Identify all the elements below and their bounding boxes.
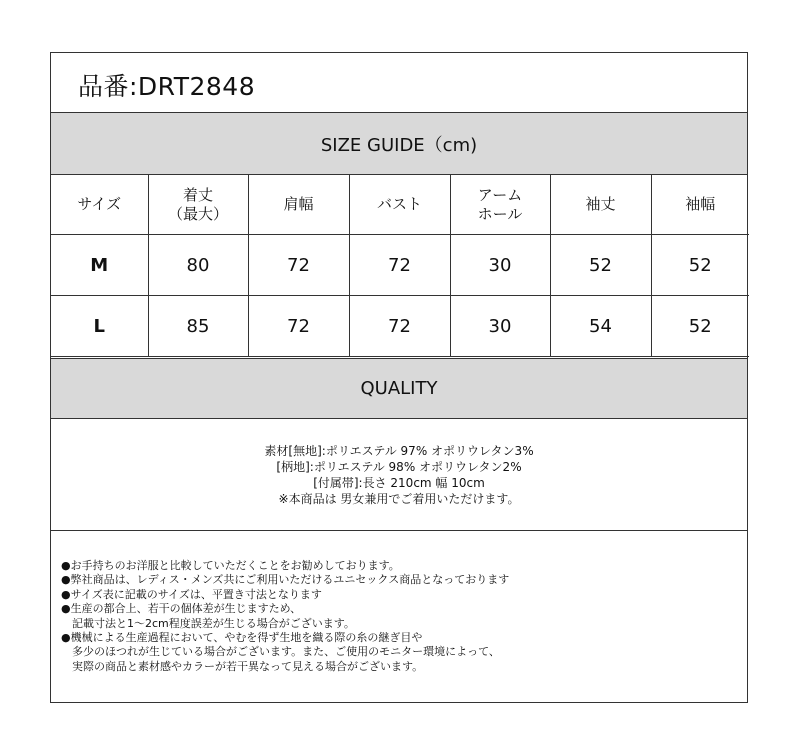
size-table-header-row bbox=[51, 175, 749, 235]
unisex-note: ※本商品は 男女兼用でご着用いただけます。 bbox=[278, 492, 520, 506]
table-row bbox=[51, 296, 749, 357]
quality-header bbox=[51, 358, 747, 419]
size-table bbox=[51, 175, 749, 357]
notes-list bbox=[61, 559, 509, 674]
table-cell: 52 bbox=[550, 235, 651, 296]
quality-title: QUALITY bbox=[360, 378, 438, 399]
column-header-size: サイズ bbox=[51, 175, 148, 235]
column-header-sleeve-length: 袖丈 bbox=[550, 175, 651, 235]
size-guide-header bbox=[51, 113, 747, 175]
table-cell: 30 bbox=[450, 296, 550, 357]
table-cell: 80 bbox=[148, 235, 248, 296]
product-number-row bbox=[51, 53, 747, 113]
table-cell: 72 bbox=[248, 296, 349, 357]
table-cell: 30 bbox=[450, 235, 550, 296]
column-header-armhole: アーム ホール bbox=[450, 175, 550, 235]
note-line: 多少のほつれが生じている場合がございます。また、ご使用のモニター環境によって、 bbox=[61, 645, 500, 659]
note-line: ●生産の都合上、若干の個体差が生じますため、 bbox=[61, 602, 302, 616]
table-cell: 85 bbox=[148, 296, 248, 357]
note-line: ●サイズ表に記載のサイズは、平置き寸法となります bbox=[61, 587, 322, 601]
table-cell: 52 bbox=[651, 296, 749, 357]
size-cell: M bbox=[51, 235, 148, 296]
size-guide-title: SIZE GUIDE（cm) bbox=[320, 134, 478, 156]
material-plain: 素材[無地]:ポリエステル 97% オポリウレタン3% bbox=[264, 444, 534, 458]
note-line: ●機械による生産過程において、やむを得ず生地を織る際の糸の継ぎ目や bbox=[61, 631, 423, 645]
table-cell: 72 bbox=[349, 235, 450, 296]
material-patterned: [柄地]:ポリエステル 98% オポリウレタン2% bbox=[276, 460, 522, 474]
note-line: ●弊社商品は、レディス・メンズ共にご利用いただけるユニセックス商品となっております bbox=[61, 573, 510, 587]
table-cell: 52 bbox=[651, 235, 749, 296]
material-belt: [付属帯]:長さ 210cm 幅 10cm bbox=[313, 476, 485, 490]
column-header-bust: バスト bbox=[349, 175, 450, 235]
product-number: 品番:DRT2848 bbox=[78, 72, 256, 101]
note-line: 実際の商品と素材感やカラーが若干異なって見える場合がございます。 bbox=[61, 659, 424, 673]
table-cell: 72 bbox=[349, 296, 450, 357]
column-header-length: 着丈 （最大） bbox=[148, 175, 248, 235]
column-header-sleeve-width: 袖幅 bbox=[651, 175, 749, 235]
column-header-shoulder: 肩幅 bbox=[248, 175, 349, 235]
quality-details bbox=[51, 419, 747, 531]
size-guide-card bbox=[50, 52, 748, 703]
table-row bbox=[51, 235, 749, 296]
note-line: ●お手持ちのお洋服と比較していただくことをお勧めしております。 bbox=[61, 559, 400, 572]
note-line: 記載寸法と1～2cm程度誤差が生じる場合がございます。 bbox=[61, 616, 355, 630]
table-cell: 54 bbox=[550, 296, 651, 357]
size-cell: L bbox=[51, 296, 148, 357]
table-cell: 72 bbox=[248, 235, 349, 296]
